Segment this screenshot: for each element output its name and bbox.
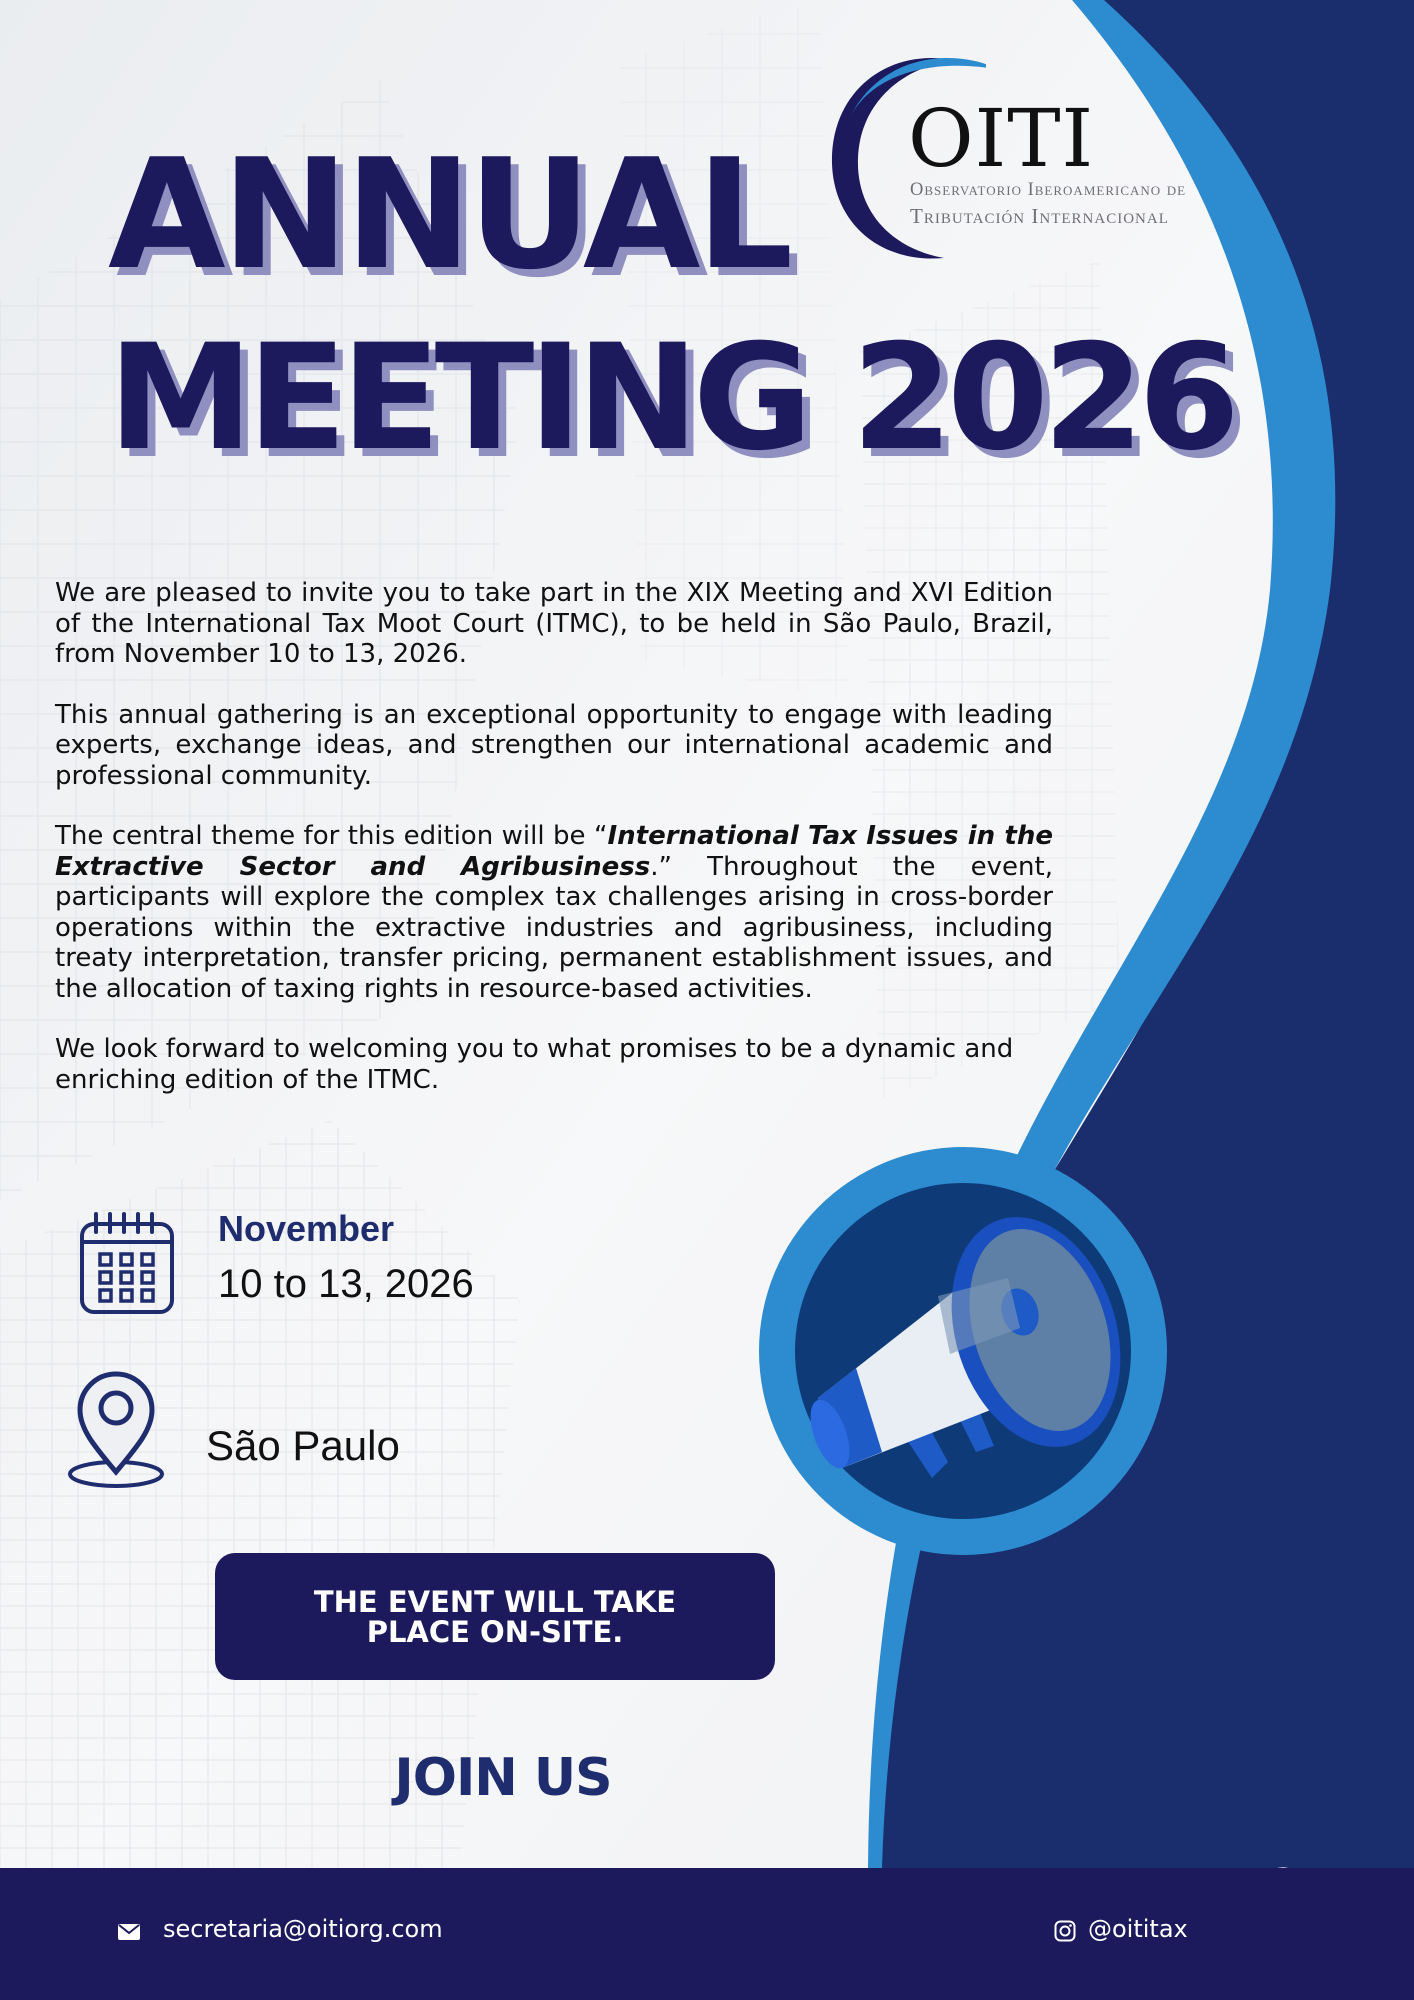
email-icon [118,1924,140,1940]
theme-prefix: The central theme for this edition will be “ [55,821,608,851]
logo-name: OITI [908,92,1095,185]
paragraph-theme [55,821,1053,1004]
join-us-label: JOIN US [394,1748,612,1808]
theme-title: International Tax Issues in the Extractive Sector and Agribusiness [55,821,1053,882]
logo-subtitle-line2: Tributación Internacional [910,204,1169,228]
onsite-banner [215,1553,775,1680]
event-month: November [218,1208,395,1249]
contact-email[interactable]: secretaria@oitiorg.com [163,1915,443,1943]
logo-subtitle-line1: Observatorio Iberoamericano de [910,180,1187,200]
invitation-text [55,578,1053,1125]
paragraph-closing: We look forward to welcoming you to what promises to be a dynamic and enriching edition of the ITMC. [55,1034,1014,1095]
paragraph-gathering: This annual gathering is an exceptional opportunity to engage with leading experts, exchange ideas, and strengthen our international academic and professional community. [55,699,1053,791]
theme-suffix: .” Throughout the event, participants will explore the complex tax challenges arising in cross-border operations within the extractive industries and agribusiness, including treaty interpretation, transfer pricing, permanent establishment issues, and the allocation of taxing rights in resource-based activities. [55,851,1053,1004]
onsite-banner-label: THE EVENT WILL TAKE PLACE ON-SITE. [313,1584,677,1649]
title-meeting: MEETING 2026 [108,313,1234,483]
instagram-handle[interactable]: @oititax [1088,1915,1188,1943]
megaphone-icon [758,1146,1168,1556]
paragraph-intro: We are pleased to invite you to take part in the XIX Meeting and XVI Edition of the International Tax Moot Court (ITMC), to be held in São Paulo, Brazil, from November 10 to 13, 2026. [55,578,1053,669]
calendar-icon [78,1210,176,1318]
event-location: São Paulo [206,1422,400,1469]
map-pin-icon [66,1370,166,1490]
title-annual: ANNUAL [108,126,790,303]
event-days: 10 to 13, 2026 [218,1262,474,1306]
instagram-icon [1054,1920,1076,1942]
oiti-logo [826,52,1206,267]
